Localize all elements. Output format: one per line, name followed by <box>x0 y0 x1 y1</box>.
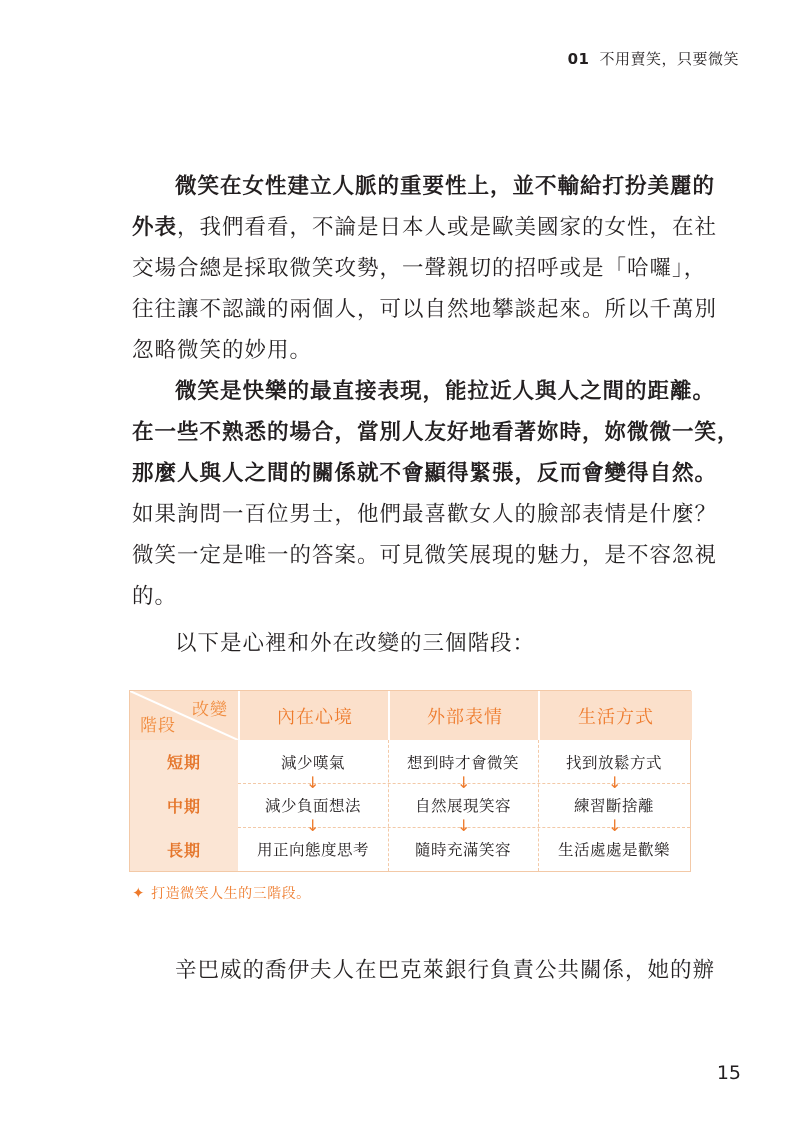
paragraph-2-line-2: 在一些不熟悉的場合，當別人友好地看著妳時，妳微微一笑， <box>132 420 740 445</box>
chapter-title: 不用賣笑，只要微笑 <box>599 50 739 68</box>
row-label-long: 長期 <box>130 827 238 871</box>
caption-text: 打造微笑人生的三階段。 <box>151 886 311 902</box>
cell-mid-outer: 自然展現笑容 <box>414 797 511 815</box>
column-header-lifestyle: 生活方式 <box>538 691 692 740</box>
sparkle-icon: ✦ <box>132 884 146 902</box>
paragraph-4 <box>132 950 716 991</box>
paragraph-3 <box>132 623 694 664</box>
row-label-mid: 中期 <box>130 783 238 827</box>
paragraph-1-line-2 <box>132 207 718 248</box>
table-caption <box>132 883 311 903</box>
down-arrow-icon: ↓ <box>457 816 471 835</box>
column-header-outer: 外部表情 <box>388 691 540 740</box>
paragraph-1 <box>132 166 718 371</box>
column-header-inner: 內在心境 <box>238 691 390 740</box>
paragraph-1-line-2-bold: 外表 <box>132 215 178 240</box>
down-arrow-icon: ↓ <box>457 773 471 792</box>
corner-label-change: 改變 <box>192 700 228 720</box>
paragraph-4-line-1: 辛巴威的喬伊夫人在巴克萊銀行負責公共關係，她的辦 <box>175 958 716 983</box>
page-number: 15 <box>716 1062 741 1084</box>
paragraph-1-line-3: 交場合總是採取微笑攻勢，一聲親切的招呼或是「哈囉」， <box>132 256 707 281</box>
down-arrow-icon: ↓ <box>608 816 622 835</box>
paragraph-2-line-3: 那麼人與人之間的關係就不會顯得緊張，反而會變得自然。 <box>132 461 718 486</box>
down-arrow-icon: ↓ <box>306 773 320 792</box>
cell-long-outer: 隨時充滿笑容 <box>414 841 511 859</box>
paragraph-2-line-4: 如果詢問一百位男士，他們最喜歡女人的臉部表情是什麼？ <box>132 502 718 527</box>
chapter-number: 01 <box>567 50 590 68</box>
down-arrow-icon: ↓ <box>306 816 320 835</box>
corner-label-stage: 階段 <box>140 716 176 736</box>
paragraph-2 <box>132 371 740 617</box>
paragraph-1-line-4: 往往讓不認識的兩個人，可以自然地攀談起來。所以千萬別 <box>132 297 718 322</box>
cell-mid-lifestyle: 練習斷捨離 <box>573 797 654 815</box>
cell-short-inner: 減少嘆氣 <box>280 753 345 772</box>
cell-short-lifestyle: 找到放鬆方式 <box>565 753 662 772</box>
stage-table <box>129 690 691 872</box>
paragraph-2-line-6: 的。 <box>132 584 178 609</box>
cell-long-inner: 用正向態度思考 <box>256 841 369 859</box>
paragraph-1-line-5: 忽略微笑的妙用。 <box>132 338 313 363</box>
cell-short-outer: 想到時才會微笑 <box>406 753 519 772</box>
down-arrow-icon: ↓ <box>608 773 622 792</box>
paragraph-1-line-2-rest: ，我們看看，不論是日本人或是歐美國家的女性，在社 <box>177 215 718 240</box>
running-head <box>568 48 739 69</box>
paragraph-1-line-1: 微笑在女性建立人脈的重要性上，並不輸給打扮美麗的 <box>175 174 716 199</box>
paragraph-2-line-1: 微笑是快樂的最直接表現，能拉近人與人之間的距離。 <box>175 379 716 404</box>
paragraph-2-line-5: 微笑一定是唯一的答案。可見微笑展現的魅力，是不容忽視 <box>132 543 718 568</box>
cell-mid-inner: 減少負面想法 <box>264 797 361 815</box>
paragraph-3-line-1: 以下是心裡和外在改變的三個階段： <box>175 631 536 656</box>
row-label-short: 短期 <box>130 740 238 783</box>
table-corner-header <box>130 691 238 740</box>
cell-long-lifestyle: 生活處處是歡樂 <box>557 841 670 859</box>
